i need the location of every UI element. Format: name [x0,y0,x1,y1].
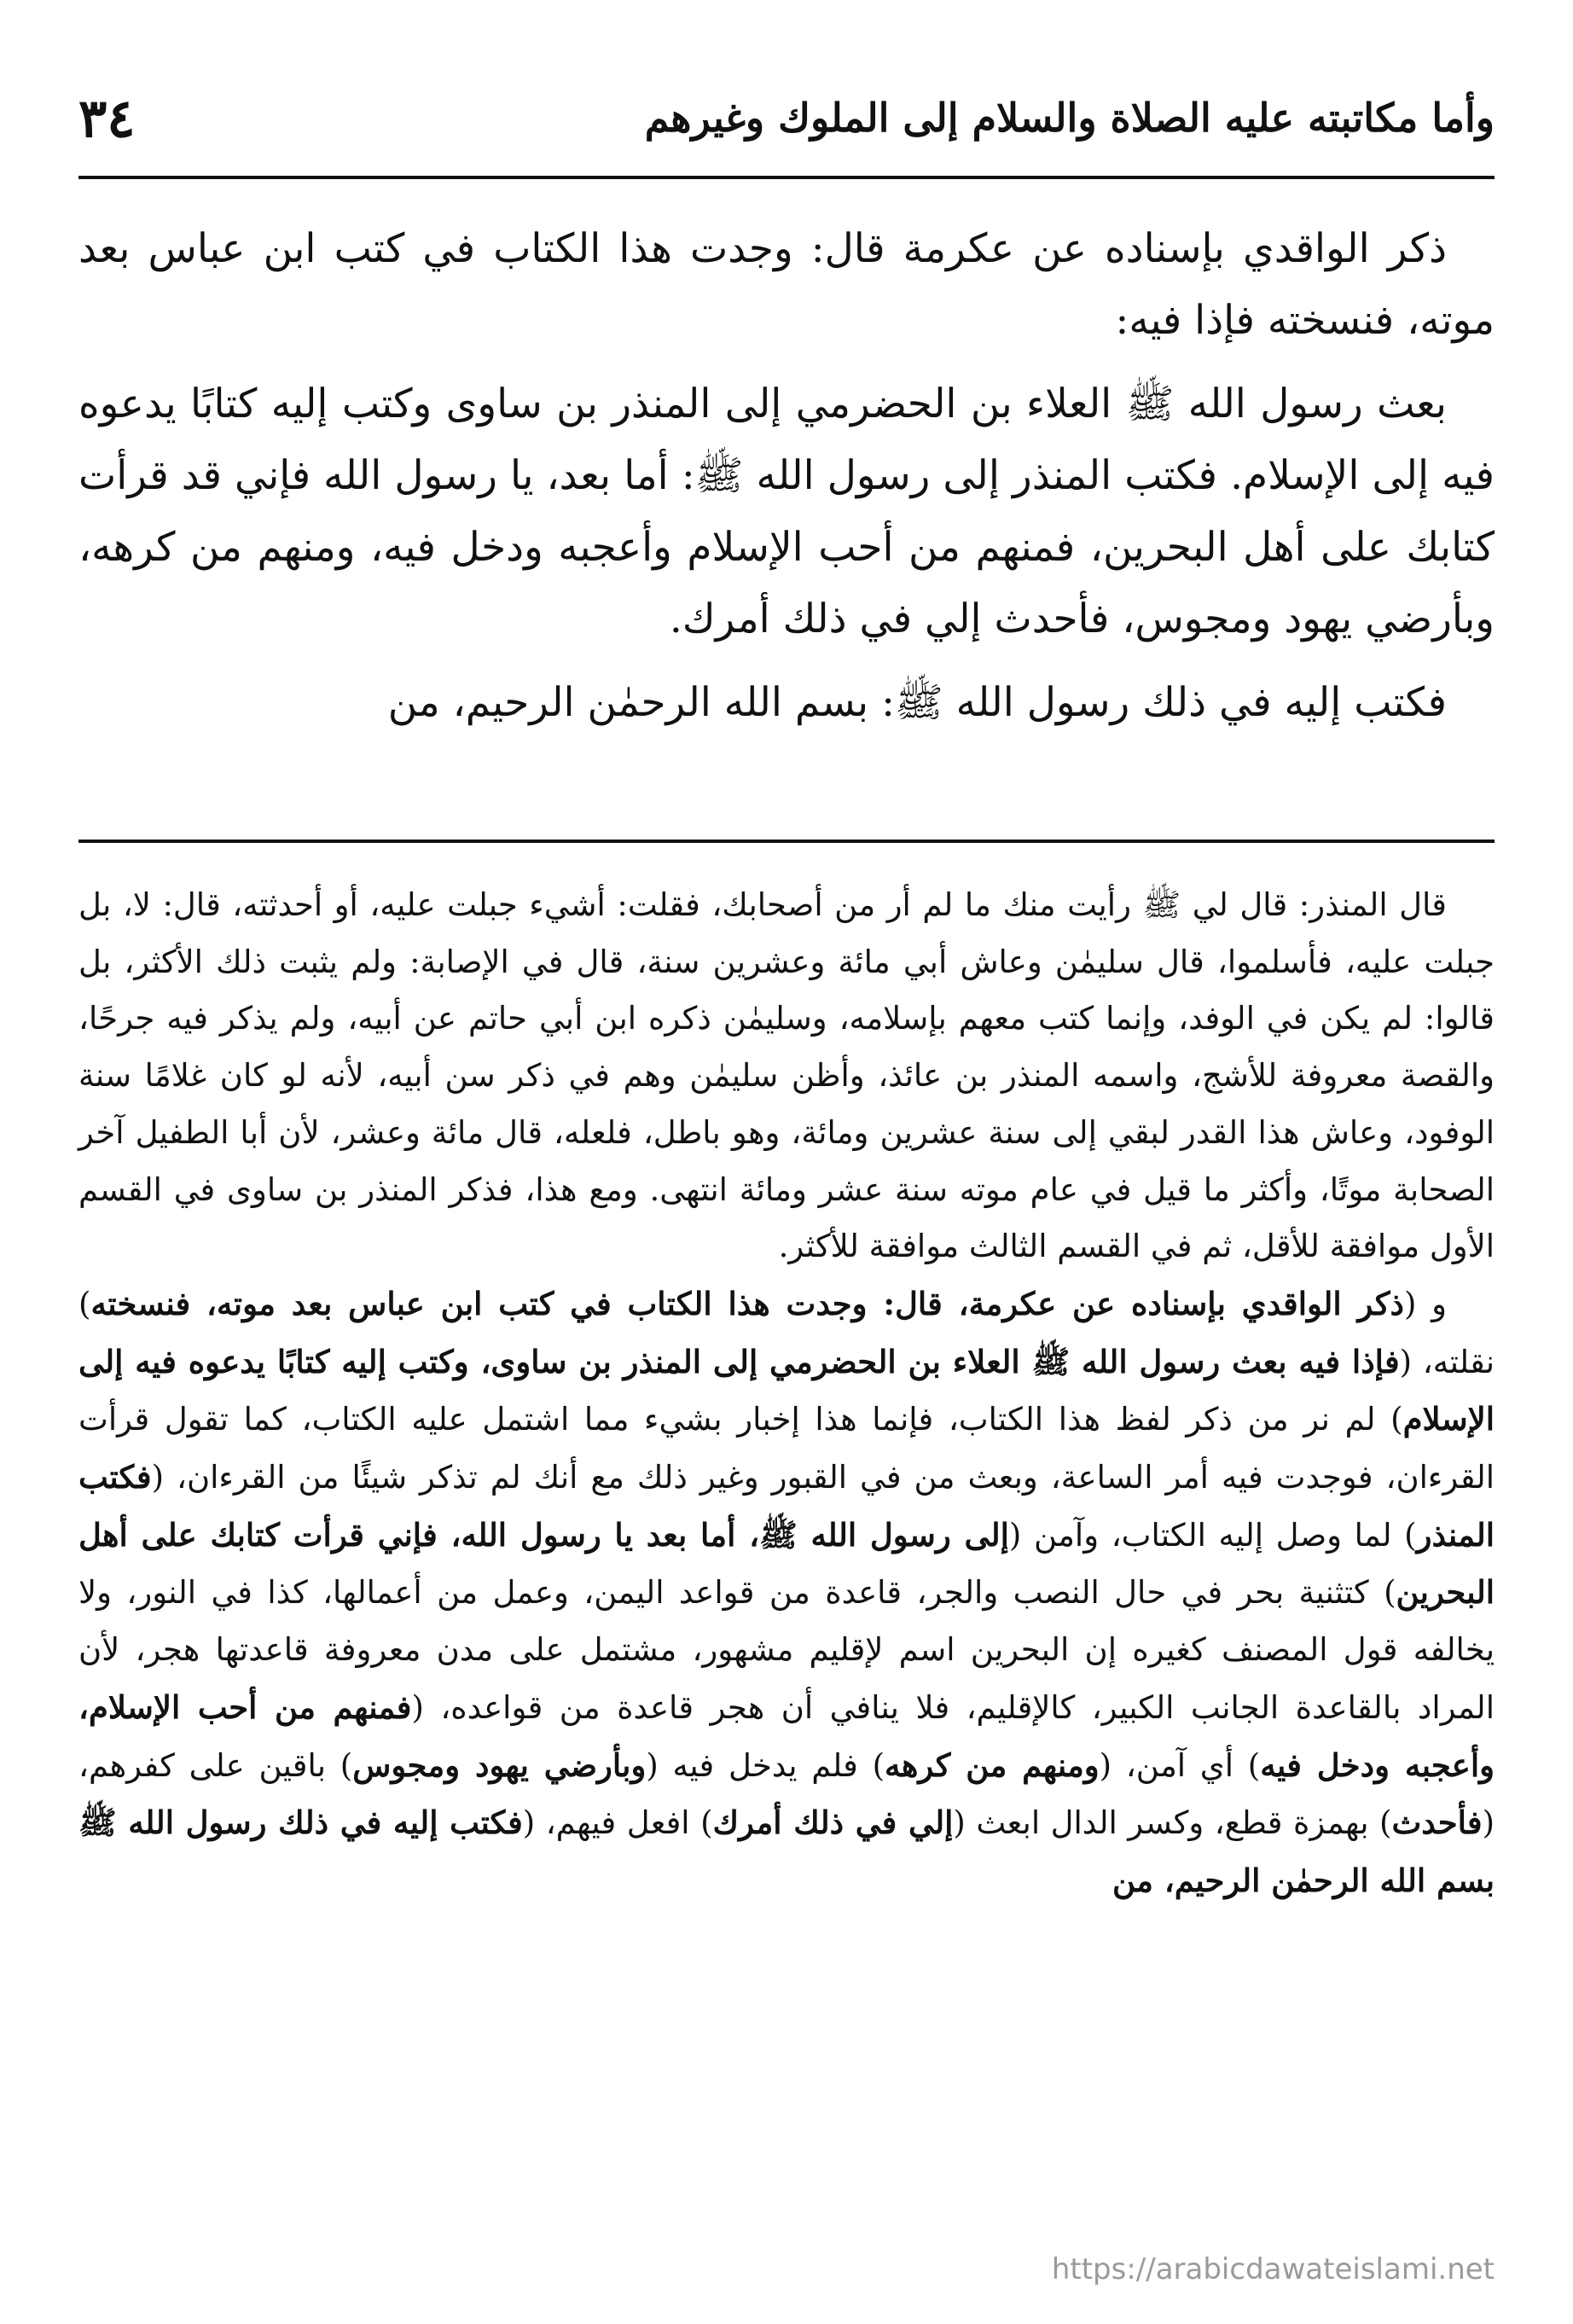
running-title: وأما مكاتبته عليه الصلاة والسلام إلى الملوك وغيرهم [644,95,1495,141]
quoted-text: فكتب إليه في ذلك رسول الله ﷺ بسم الله الرحمٰن الرحيم، من [78,1804,1495,1899]
commentary-text: ) لم نر من ذكر لفظ هذا الكتاب، فإنما هذا إخبار بشيء مما اشتمل عليه الكتاب، كما تقول قرأت القرءان، فوجدت فيه أمر الساعة، وبعث من في القبور وغير ذلك مع أنك لم تذكر شيئًا من القرءان، ( [78,1401,1495,1496]
watermark-url: https://arabicdawateislami.net [1051,2252,1495,2286]
commentary-text: ) افعل فيهم، ( [522,1804,713,1842]
commentary [78,877,1495,1910]
quoted-text: فمنهم من أحب الإسلام، وأعجبه ودخل فيه [78,1688,1495,1784]
commentary-text: ) لما وصل إليه الكتاب، وآمن ( [1008,1516,1417,1554]
page-header [78,75,1495,160]
quoted-text: وبأرضي يهود ومجوس [352,1746,647,1784]
commentary-text: ) باقين على كفرهم، ( [78,1746,1495,1842]
commentary-paragraph [78,1275,1495,1910]
quoted-text: فأحدث [1391,1804,1483,1842]
page-number: ٣٤ [78,86,136,149]
commentary-text: ) كتثنية بحر في حال النصب والجر، قاعدة من قواعد اليمن، وعمل من أعمالها، كذا في النور، ولا يخالفه قول المصنف كغيره إن البحرين اسم لإقليم مشهور، مشتمل على مدن معروفة قاعدتها هجر، لأن المراد بالقاعدة الجانب الكبير، كالإقليم، فلا ينافي أن هجر قاعدة من قواعده، ( [78,1574,1495,1726]
quoted-text: ذكر الواقدي بإسناده عن عكرمة، قال: وجدت هذا الكتاب في كتب ابن عباس بعد موته، فنسخته [90,1284,1404,1322]
header-rule [78,176,1495,179]
commentary-text: ) أي آمن، ( [1099,1746,1261,1784]
commentary-paragraph: قال المنذر: قال لي ﷺ رأيت منك ما لم أر من أصحابك، فقلت: أشيء جبلت عليه، أو أحدثته، قال: لا، بل جبلت عليه، فأسلموا، قال سليمٰن وعاش أبي مائة وعشرين سنة، قال في الإصابة: ولم يثبت ذلك الأكثر، بل قالوا: لم يكن في الوفد، وإنما كتب معهم بإسلامه، وسليمٰن ذكره ابن أبي حاتم عن أبيه، ولم يذكر فيه جرحًا، والقصة معروفة للأشج، واسمه المنذر بن عائذ، وأظن سليمٰن وهم في ذكر سن أبيه، لأنه لو كان غلامًا سنة الوفود، وعاش هذا القدر لبقي إلى سنة عشرين ومائة، وهو باطل، فلعله، قال مائة وعشر، لأن أبا الطفيل آخر الصحابة موتًا، وأكثر ما قيل في عام موته سنة عشر ومائة انتهى. ومع هذا، فذكر المنذر بن ساوى في القسم الأول موافقة للأقل، ثم في القسم الثالث موافقة للأكثر. [78,886,1495,1265]
separator-rule [78,840,1495,843]
quoted-text: ومنهم من كرهه [885,1746,1100,1784]
quoted-text: فكتب المنذر [78,1458,1495,1554]
quoted-text: إلي في ذلك أمرك [712,1804,954,1842]
commentary-text: ) بهمزة قطع، وكسر الدال ابعث ( [953,1804,1392,1842]
quoted-text: فإذا فيه بعث رسول الله ﷺ العلاء بن الحضرمي إلى المنذر بن ساوى، وكتب إليه كتابًا يدعوه فيه إلى الإسلام [78,1342,1495,1438]
commentary-text: ) فلم يدخل فيه ( [646,1746,885,1784]
main-paragraph: فكتب إليه في ذلك رسول الله ﷺ: بسم الله الرحمٰن الرحيم، من [387,679,1447,726]
main-paragraph: بعث رسول الله ﷺ العلاء بن الحضرمي إلى المنذر بن ساوى وكتب إليه كتابًا يدعوه فيه إلى الإسلام. فكتب المنذر إلى رسول الله ﷺ: أما بعد، يا رسول الله فإني قد قرأت كتابك على أهل البحرين، فمنهم من أحب الإسلام وأعجبه ودخل فيه، ومنهم من كرهه، وبأرضي يهود ومجوس، فأحدث إلي في ذلك أمرك. [78,381,1495,642]
main-text [78,213,1495,751]
quoted-text: إلى رسول الله ﷺ، أما بعد يا رسول الله، فإني قرأت كتابك على أهل البحرين [78,1515,1495,1612]
main-paragraph: ذكر الواقدي بإسناده عن عكرمة قال: وجدت هذا الكتاب في كتب ابن عباس بعد موته، فنسخته فإذا فيه: [78,225,1495,344]
commentary-text: و ( [1404,1285,1447,1322]
commentary-text: ) نقلته، ( [78,1285,1495,1380]
